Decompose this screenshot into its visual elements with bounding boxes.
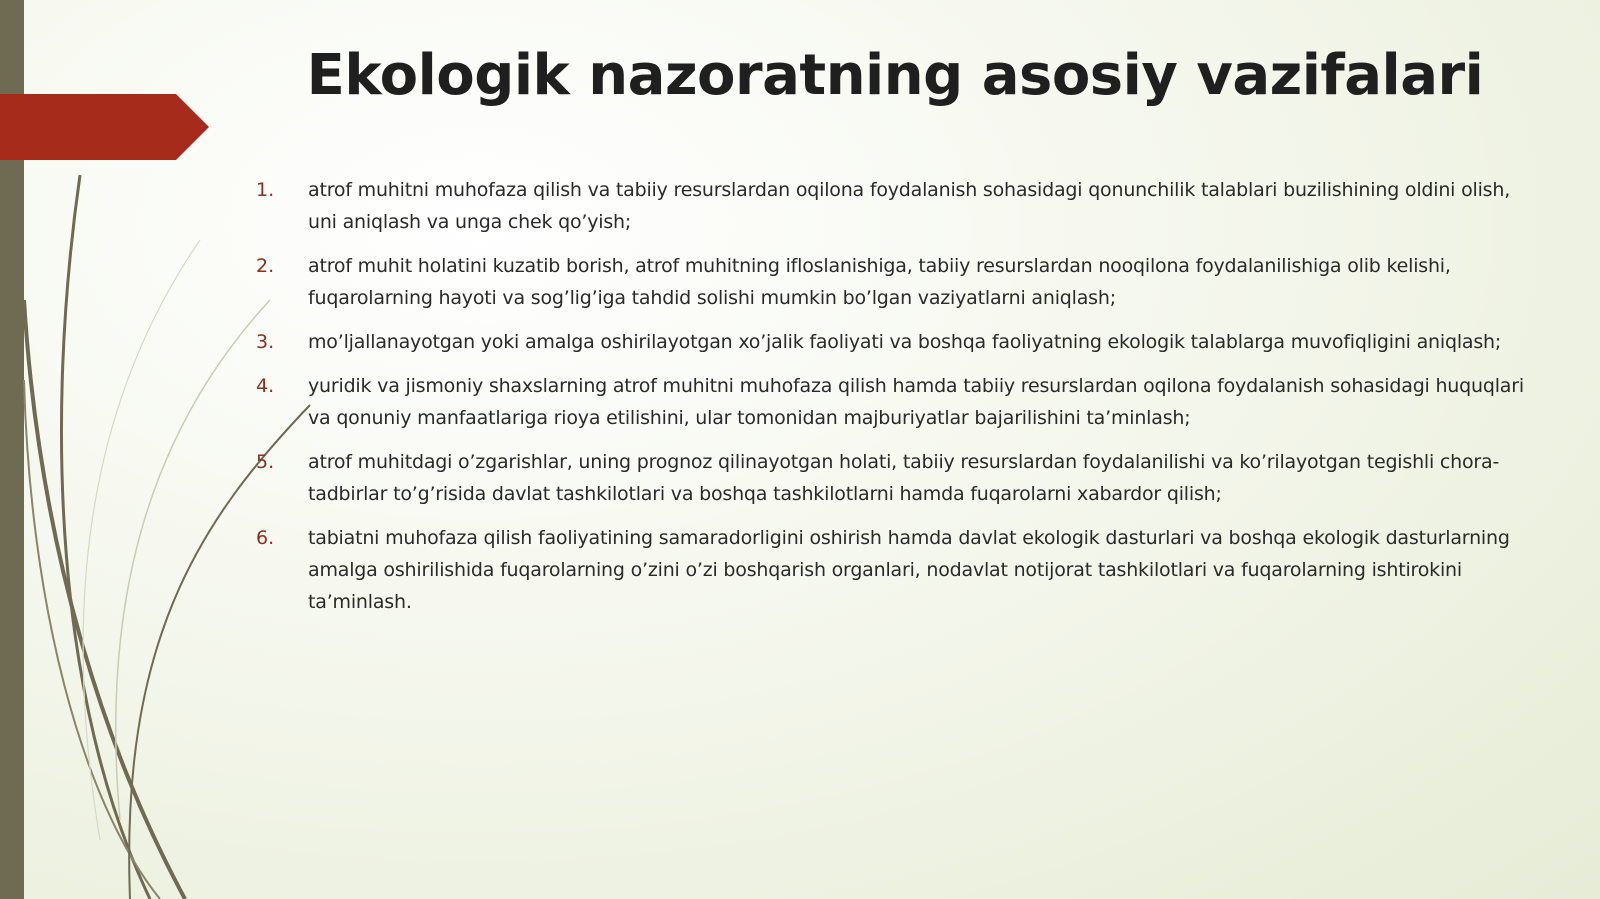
list-item <box>250 250 1530 314</box>
item-number: 2. <box>256 255 275 277</box>
list-item <box>250 446 1530 510</box>
list-item <box>250 174 1530 238</box>
item-text: mo’ljallanayotgan yoki amalga oshirilayotgan xo’jalik faoliyati va boshqa faoliyatning ekologik talablarga muvofiqligini aniqlash; <box>308 331 1502 353</box>
item-number: 1. <box>256 179 275 201</box>
item-text: atrof muhitni muhofaza qilish va tabiiy resurslardan oqilona foydalanish sohasidagi qonunchilik talablari buzilishining oldini olish, uni aniqlash va unga chek qo’yish; <box>308 179 1511 233</box>
page-title: Ekologik nazoratning asosiy vazifalari <box>306 43 1484 108</box>
item-text: atrof muhit holatini kuzatib borish, atrof muhitning ifloslanishiga, tabiiy resurslardan nooqilona foydalanilishiga olib kelishi, fuqarolarning hayoti va sog’lig’iga tahdid solishi mumkin bo’lgan vaziyatlarni aniqlash; <box>308 255 1451 309</box>
list-item <box>250 326 1530 358</box>
item-number: 5. <box>256 451 275 473</box>
list-item <box>250 522 1530 618</box>
list-item <box>250 370 1530 434</box>
item-text: atrof muhitdagi o’zgarishlar, uning prognoz qilinayotgan holati, tabiiy resurslardan foydalanilishi va ko’rilayotgan tegishli chora-tadbirlar to’g’risida davlat tashkilotlari va boshqa tashkilotlarni hamda fuqarolarni xabardor qilish; <box>308 451 1500 505</box>
item-number: 4. <box>256 375 275 397</box>
item-text: yuridik va jismoniy shaxslarning atrof muhitni muhofaza qilish hamda tabiiy resurslardan oqilona foydalanish sohasidagi huquqlari va qonuniy manfaatlariga rioya etilishini, ular tomonidan majburiyatlar bajarilishini ta’minlash; <box>308 375 1524 429</box>
item-number: 3. <box>256 331 275 353</box>
item-text: tabiatni muhofaza qilish faoliyatining samaradorligini oshirish hamda davlat ekologik dasturlari va boshqa ekologik dasturlarning amalga oshirilishida fuqarolarning o’zini o’zi boshqarish organlari, nodavlat notijorat tashkilotlari va fuqarolarning ishtirokini ta’minlash. <box>308 527 1510 613</box>
task-list <box>250 174 1530 630</box>
item-number: 6. <box>256 527 275 549</box>
